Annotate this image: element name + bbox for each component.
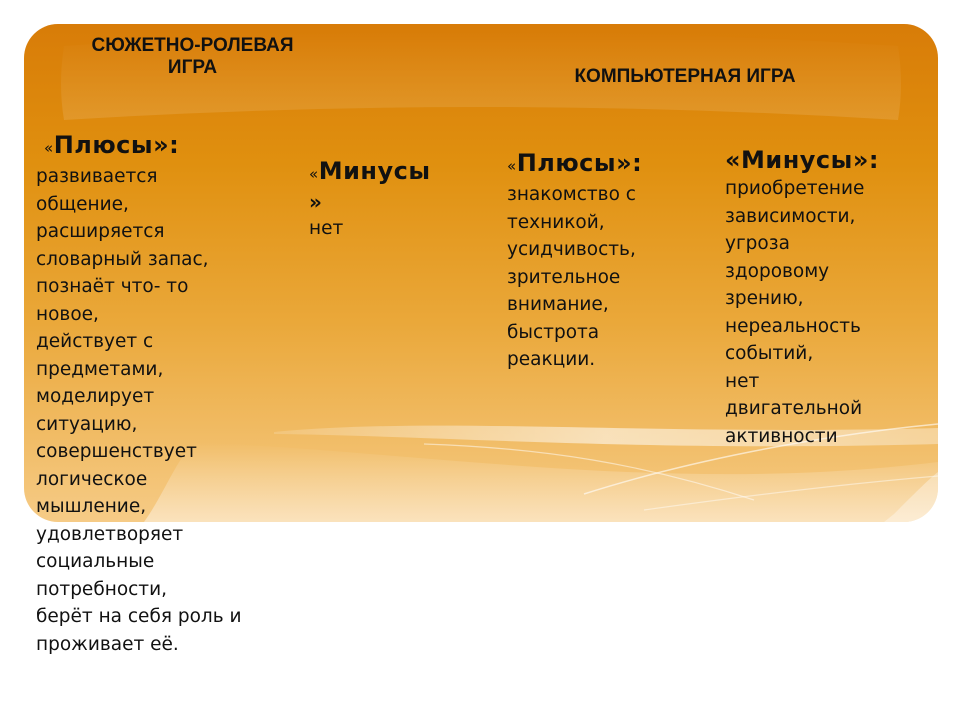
- list-item: познаёт что- то: [36, 276, 189, 297]
- quote-open: «: [309, 165, 319, 183]
- list-item: нет: [725, 370, 760, 392]
- quote-close: »: [309, 190, 323, 214]
- list-item: развивается: [36, 166, 158, 187]
- list-item: зависимости,: [725, 205, 856, 227]
- list-item: двигательной: [725, 398, 863, 419]
- list-item: техникой,: [507, 211, 605, 233]
- computer-pros-block: [507, 148, 642, 374]
- list-item: логическое: [36, 468, 148, 490]
- role-play-cons-heading: [309, 156, 431, 189]
- list-item: ситуацию,: [36, 413, 138, 435]
- computer-cons-block: [725, 145, 879, 450]
- list-item: общение,: [36, 193, 129, 215]
- list-item: нереальность: [725, 315, 861, 337]
- list-item: берёт на себя роль и: [36, 606, 242, 627]
- list-item: проживает её.: [36, 633, 179, 655]
- quote-open: «: [44, 139, 54, 157]
- quote-close: »:: [616, 149, 643, 177]
- list-item: усидчивость,: [507, 239, 636, 260]
- list-item: реакции.: [507, 349, 596, 370]
- role-play-cons-block: [309, 156, 431, 243]
- list-item: приобретение: [725, 178, 865, 199]
- list-item: новое,: [36, 303, 99, 325]
- pros-label: Плюсы: [53, 131, 154, 159]
- list-item: мышление,: [36, 496, 147, 517]
- role-play-title-line: ИГРА: [167, 57, 218, 78]
- list-item: быстрота: [507, 321, 600, 343]
- list-item: потребности,: [36, 578, 167, 600]
- list-item: нет: [309, 218, 344, 239]
- pros-label: Плюсы: [516, 149, 617, 177]
- list-item: моделирует: [36, 386, 155, 407]
- role-play-column-title: [60, 35, 325, 79]
- computer-pros-heading: [507, 148, 642, 181]
- list-item: социальные: [36, 551, 155, 572]
- list-item: активности: [725, 425, 838, 447]
- role-play-pros-heading: [36, 130, 242, 163]
- role-play-pros-block: [36, 130, 242, 658]
- list-item: угроза: [725, 233, 790, 254]
- list-item: действует с: [36, 331, 154, 352]
- list-item: знакомство с: [507, 184, 636, 205]
- list-item: зрительное: [507, 266, 621, 288]
- list-item: словарный запас,: [36, 248, 209, 270]
- quote-close: »:: [153, 131, 180, 159]
- list-item: внимание,: [507, 294, 609, 315]
- cons-label: Минусы: [318, 157, 431, 185]
- role-play-title-line: СЮЖЕТНО-РОЛЕВАЯ: [91, 35, 294, 56]
- list-item: событий,: [725, 343, 814, 364]
- list-item: расширяется: [36, 221, 165, 242]
- computer-game-column-title: КОМПЬЮТЕРНАЯ ИГРА: [574, 66, 796, 87]
- list-item: предметами,: [36, 358, 164, 380]
- list-item: здоровому: [725, 260, 830, 282]
- computer-cons-heading: «Минусы»:: [725, 146, 879, 174]
- list-item: зрению,: [725, 288, 804, 309]
- list-item: удовлетворяет: [36, 523, 184, 545]
- quote-open: «: [507, 157, 517, 175]
- list-item: совершенствует: [36, 441, 197, 462]
